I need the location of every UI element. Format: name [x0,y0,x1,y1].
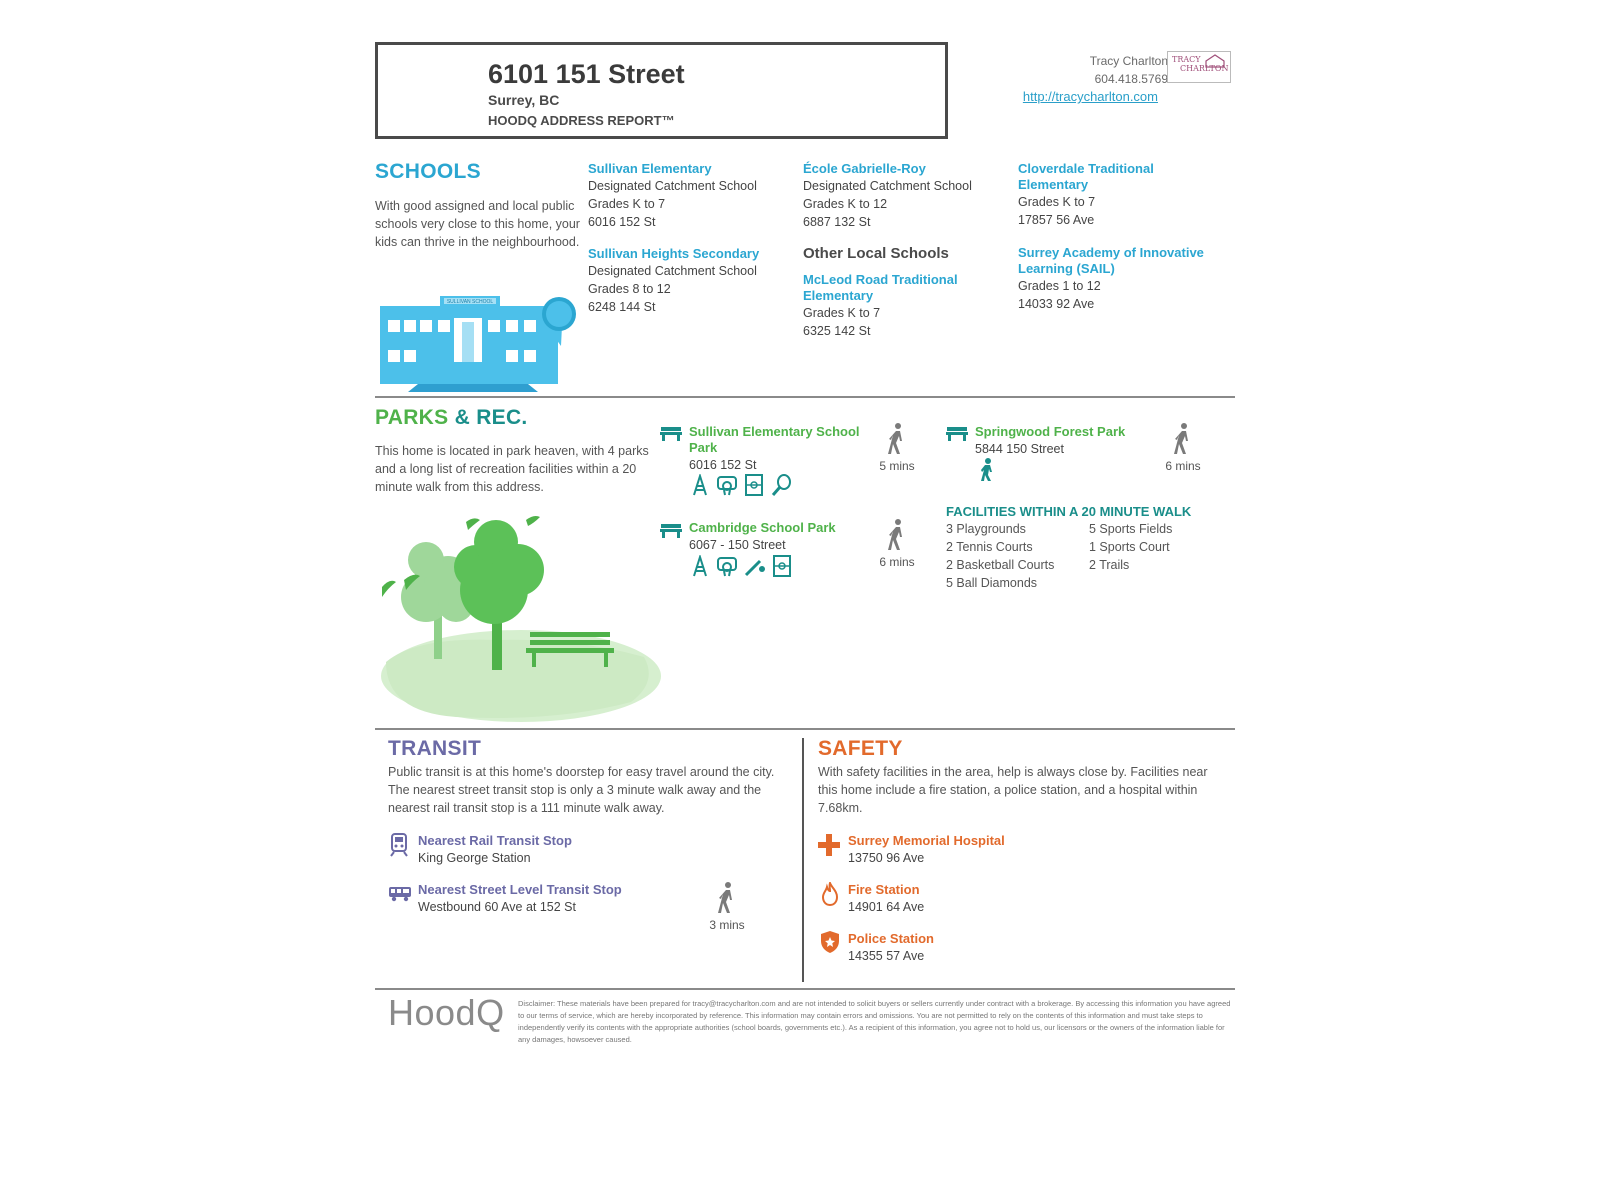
school-grades: Grades K to 7 [1018,195,1096,209]
school-grades: Grades K to 12 [803,197,888,211]
facility-item: 1 Sports Court [1089,540,1170,554]
parks-intro: This home is located in park heaven, with 4 parks and a long list of recreation facilities within a 20 minute walk from this address. [375,444,649,494]
safety-address: 13750 96 Ave [848,851,925,865]
section-divider [375,988,1235,990]
safety-card [848,931,1148,965]
train-icon [390,833,408,857]
address-street: 6101 151 Street [488,59,685,89]
facility-item: 2 Tennis Courts [946,540,1033,554]
agent-website-link[interactable]: http://tracycharlton.com [1022,89,1158,104]
school-grades: Grades K to 7 [588,197,666,211]
bench-icon [946,425,968,441]
school-address: 6248 144 St [588,300,656,314]
safety-address: 14901 64 Ave [848,900,925,914]
park-name[interactable]: Sullivan Elementary School Park [689,424,860,455]
playground-icon [690,474,710,496]
facility-item: 5 Ball Diamonds [946,576,1038,590]
agent-logo: TRACY CHARLTON [1167,51,1231,83]
disclaimer-text: Disclaimer: These materials have been prepared for tracy@tracycharlton.com and are not intended to solicit buyers or sellers currently under contract with a brokerage. By accessing this information you have agreed to our terms of service, which are hereby incorporated by reference. This information may contain errors and omissions. You are not permitted to rely on the contents of this information and must take steps to independently verify its contents with the appropriate authorities (school boards, governments etc.). As a recipient of this information, you agree not to hold us, our licensors or the owners of the information liable for any damages, howsoever caused. [518,999,1231,1044]
walk-minutes: 6 mins [1165,459,1201,473]
transit-intro: Public transit is at this home's doorstep for easy travel around the city. The nearest street transit stop is only a 3 minute walk away and the nearest rail transit stop is a 111 minute walk away. [388,765,775,815]
playground-icon [690,555,710,577]
police-badge-icon [820,930,840,954]
park-card [689,520,874,554]
basketball-court-icon [716,474,738,496]
safety-name[interactable]: Fire Station [848,882,920,897]
basketball-court-icon [716,555,738,577]
school-type: Designated Catchment School [588,264,757,278]
agent-phone: 604.418.5769 [1094,72,1168,86]
school-grades: Grades K to 7 [803,306,881,320]
sports-field-icon [744,474,764,496]
column-divider [802,738,804,982]
facility-item: 2 Trails [1089,558,1130,572]
walk-minutes: 5 mins [879,459,915,473]
street-stop-name: Westbound 60 Ave at 152 St [418,900,576,914]
rail-stop-card [418,833,718,867]
address-city: Surrey, BC [488,92,560,108]
walking-person-icon [1174,423,1192,455]
safety-card [848,833,1148,867]
park-card [975,424,1160,458]
walking-person-icon [888,519,906,551]
park-address: 5844 150 Street [975,442,1064,456]
safety-title: SAFETY [818,737,903,760]
transit-title: TRANSIT [388,737,482,760]
schools-intro: With good assigned and local public schools very close to this home, your kids can thrive in the neighbourhood. [375,199,580,249]
sports-field-icon [772,555,792,577]
hospital-cross-icon [818,834,840,856]
facilities-list-right [1089,520,1229,574]
fire-icon [822,882,838,906]
schools-title: SCHOOLS [375,160,481,183]
bus-icon [388,886,412,902]
house-icon [1204,54,1226,68]
park-name[interactable]: Cambridge School Park [689,520,836,535]
school-card [803,161,1008,231]
school-name[interactable]: McLeod Road Traditional Elementary [803,272,958,303]
facilities-title: FACILITIES WITHIN A 20 MINUTE WALK [946,504,1192,519]
school-grades: Grades 8 to 12 [588,282,671,296]
agent-name: Tracy Charlton [1089,54,1168,68]
baseball-icon [744,555,766,577]
report-title: HOODQ ADDRESS REPORT™ [488,113,675,128]
school-card [588,246,793,316]
park-illustration [376,512,661,724]
school-address: 6016 152 St [588,215,656,229]
school-type: Designated Catchment School [803,179,972,193]
section-divider [375,728,1235,730]
school-name[interactable]: Surrey Academy of Innovative Learning (SAIL) [1018,245,1204,276]
school-address: 6325 142 St [803,324,871,338]
address-box [375,42,948,139]
facility-item: 2 Basketball Courts [946,558,1055,572]
school-card [1018,161,1208,229]
school-grades: Grades 1 to 12 [1018,279,1101,293]
trail-runner-icon [980,458,994,482]
walk-time [1158,423,1208,473]
walk-minutes: 6 mins [879,555,915,569]
agent-info [1090,52,1168,88]
safety-address: 14355 57 Ave [848,949,925,963]
hoodq-logo: HoodQ [388,992,505,1033]
school-building-illustration [378,292,583,394]
walk-time [872,519,922,569]
bench-icon [660,522,682,538]
school-name[interactable]: Sullivan Heights Secondary [588,246,760,261]
park-card [689,424,874,474]
bench-icon [660,425,682,441]
school-name[interactable]: Sullivan Elementary [588,161,712,176]
street-stop-card [418,882,718,916]
safety-card [848,882,1148,916]
park-address: 6067 - 150 Street [689,538,786,552]
walk-time [702,882,752,932]
walk-time [872,423,922,473]
school-sign-text: SULLIVAN SCHOOL [446,299,494,305]
school-address: 17857 56 Ave [1018,213,1095,227]
other-schools-title: Other Local Schools [803,245,949,262]
park-facilities-icons [690,555,792,577]
safety-name[interactable]: Surrey Memorial Hospital [848,833,1005,848]
tennis-icon [770,474,792,496]
school-type: Designated Catchment School [588,179,757,193]
parks-title: PARKS & REC. [375,406,528,429]
safety-name[interactable]: Police Station [848,931,934,946]
school-name[interactable]: École Gabrielle-Roy [803,161,926,176]
rail-stop-title[interactable]: Nearest Rail Transit Stop [418,833,572,848]
facility-item: 5 Sports Fields [1089,522,1173,536]
park-address: 6016 152 St [689,458,757,472]
school-name[interactable]: Cloverdale Traditional Elementary [1018,161,1154,192]
walk-minutes: 3 mins [709,918,745,932]
rail-stop-name: King George Station [418,851,531,865]
school-card [803,272,993,340]
school-address: 14033 92 Ave [1018,297,1095,311]
walking-person-icon [888,423,906,455]
street-stop-title[interactable]: Nearest Street Level Transit Stop [418,882,622,897]
safety-intro: With safety facilities in the area, help is always close by. Facilities near this home include a fire station, a police station, and a hospital within 7.68km. [818,765,1208,815]
facilities-list-left [946,520,1086,592]
school-address: 6887 132 St [803,215,871,229]
park-name[interactable]: Springwood Forest Park [975,424,1126,439]
park-facilities-icons [690,474,792,496]
facility-item: 3 Playgrounds [946,522,1026,536]
walking-person-icon [718,882,736,914]
school-card [1018,245,1218,313]
school-card [588,161,793,231]
section-divider [375,396,1235,398]
